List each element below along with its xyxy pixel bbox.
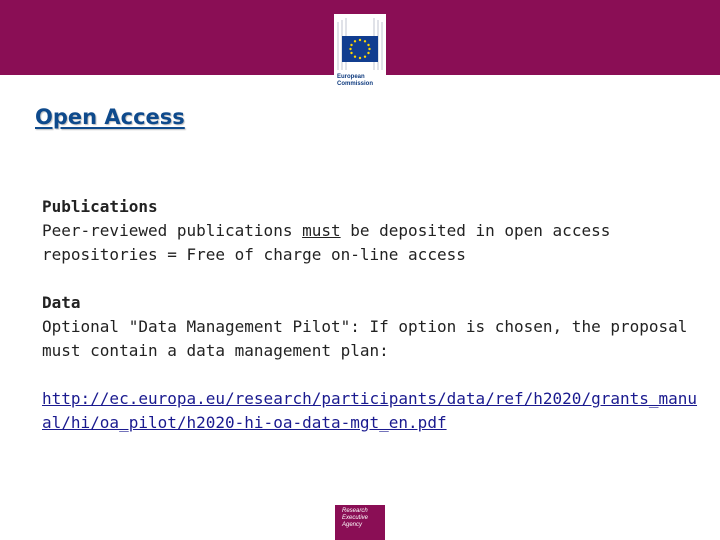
data-heading: Data — [42, 293, 81, 312]
logo-label: European Commission — [337, 74, 374, 87]
research-executive-agency-logo — [335, 505, 385, 540]
publications-text-part-1: Peer-reviewed publications — [42, 221, 303, 240]
ec-building-icon — [334, 14, 386, 74]
slide-title: Open Access — [35, 105, 185, 129]
european-commission-logo — [334, 14, 386, 98]
publications-text-must: must — [302, 221, 341, 240]
agency-logo-label: Research Executive Agency — [342, 508, 369, 528]
spacer — [42, 267, 702, 291]
spacer — [42, 363, 702, 387]
publications-text — [42, 219, 702, 267]
data-management-plan-link[interactable]: http://ec.europa.eu/research/participants/data/ref/h2020/grants_manual/hi/oa_pilot/h2020-hi-oa-data-mgt_en.pdf — [42, 389, 698, 432]
data-text: Optional "Data Management Pilot": If option is chosen, the proposal must contain a data management plan: — [42, 317, 688, 360]
publications-text-part-2: be deposited in open access repositories = Free of charge on-line access — [42, 221, 611, 264]
slide-body — [42, 195, 702, 435]
publications-heading: Publications — [42, 197, 158, 216]
